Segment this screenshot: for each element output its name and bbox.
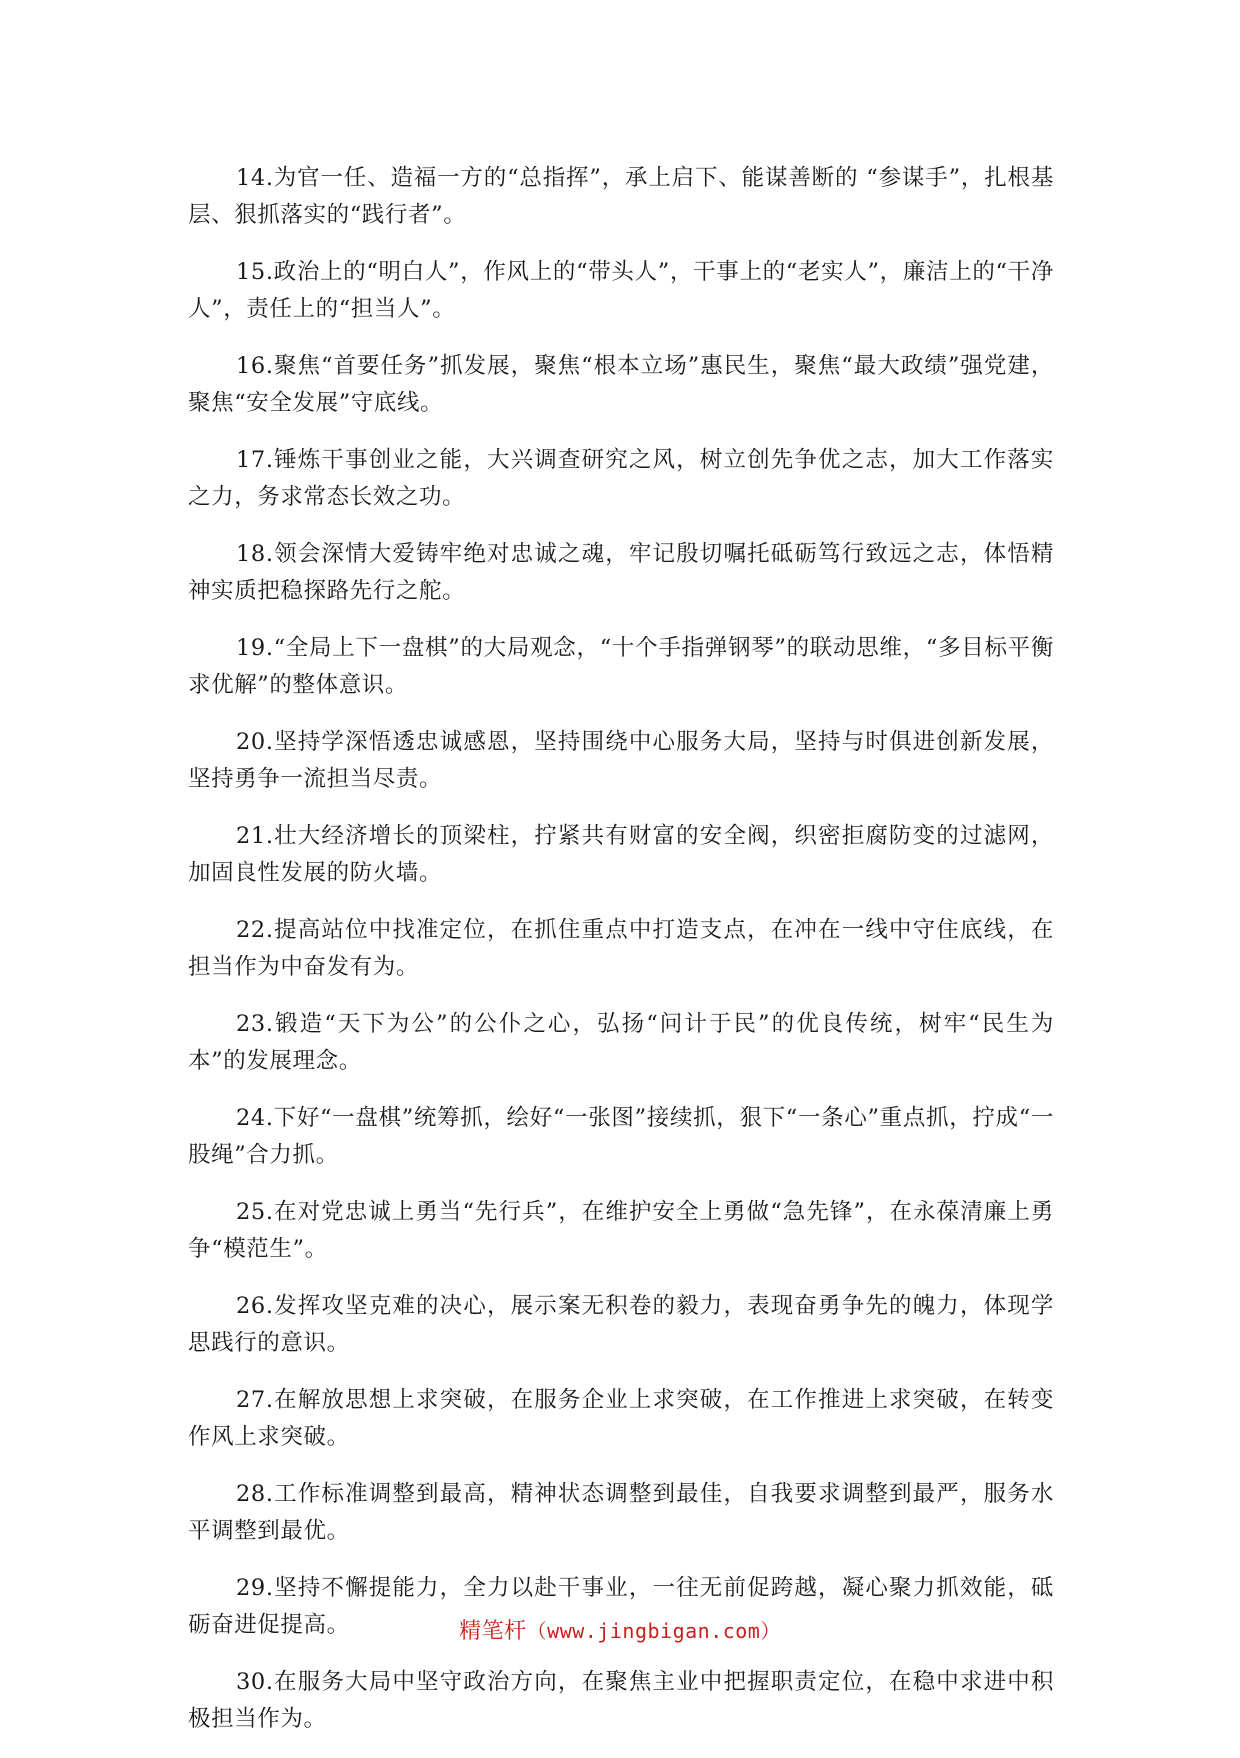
list-item: 20.坚持学深悟透忠诚感恩，坚持围绕中心服务大局，坚持与时俱进创新发展，坚持勇争一流担当尽责。 [188, 729, 1054, 792]
footer-brand: 精笔杆 [459, 1619, 527, 1644]
list-item: 30.在服务大局中坚守政治方向，在聚焦主业中把握职责定位，在稳中求进中积极担当作为。 [188, 1669, 1054, 1732]
document-body [188, 160, 1054, 1758]
list-item: 28.工作标准调整到最高，精神状态调整到最佳，自我要求调整到最严，服务水平调整到最优。 [188, 1481, 1054, 1544]
footer-url[interactable]: （www.jingbigan.com） [526, 1619, 781, 1643]
page-footer [0, 1614, 1240, 1645]
list-item: 19.“全局上下一盘棋”的大局观念，“十个手指弹钢琴”的联动思维，“多目标平衡求优解”的整体意识。 [188, 635, 1054, 698]
list-item: 26.发挥攻坚克难的决心，展示案无积卷的毅力，表现奋勇争先的魄力，体现学思践行的意识。 [188, 1293, 1054, 1356]
list-item: 14.为官一任、造福一方的“总指挥”，承上启下、能谋善断的 “参谋手”，扎根基层、狠抓落实的“践行者”。 [188, 165, 1054, 228]
list-item: 18.领会深情大爱铸牢绝对忠诚之魂，牢记殷切嘱托砥砺笃行致远之志，体悟精神实质把稳探路先行之舵。 [188, 541, 1054, 604]
list-item: 15.政治上的“明白人”，作风上的“带头人”，干事上的“老实人”，廉洁上的“干净人”，责任上的“担当人”。 [188, 259, 1054, 322]
list-item: 17.锤炼干事创业之能，大兴调查研究之风，树立创先争优之志，加大工作落实之力，务求常态长效之功。 [188, 447, 1054, 510]
list-item: 24.下好“一盘棋”统筹抓，绘好“一张图”接续抓，狠下“一条心”重点抓，拧成“一股绳”合力抓。 [188, 1105, 1054, 1168]
list-item: 25.在对党忠诚上勇当“先行兵”，在维护安全上勇做“急先锋”，在永葆清廉上勇争“模范生”。 [188, 1199, 1054, 1262]
list-item: 23.锻造“天下为公”的公仆之心，弘扬“问计于民”的优良传统，树牢“民生为本”的发展理念。 [188, 1011, 1054, 1074]
list-item: 16.聚焦“首要任务”抓发展，聚焦“根本立场”惠民生，聚焦“最大政绩”强党建，聚焦“安全发展”守底线。 [188, 353, 1054, 416]
list-item: 22.提高站位中找准定位，在抓住重点中打造支点，在冲在一线中守住底线，在担当作为中奋发有为。 [188, 917, 1054, 980]
list-item: 21.壮大经济增长的顶梁柱，拧紧共有财富的安全阀，织密拒腐防变的过滤网，加固良性发展的防火墙。 [188, 823, 1054, 886]
list-item: 27.在解放思想上求突破，在服务企业上求突破，在工作推进上求突破，在转变作风上求突破。 [188, 1387, 1054, 1450]
list-item: 29.坚持不懈提能力，全力以赴干事业，一往无前促跨越，凝心聚力抓效能，砥砺奋进促提高。 [188, 1575, 1054, 1638]
